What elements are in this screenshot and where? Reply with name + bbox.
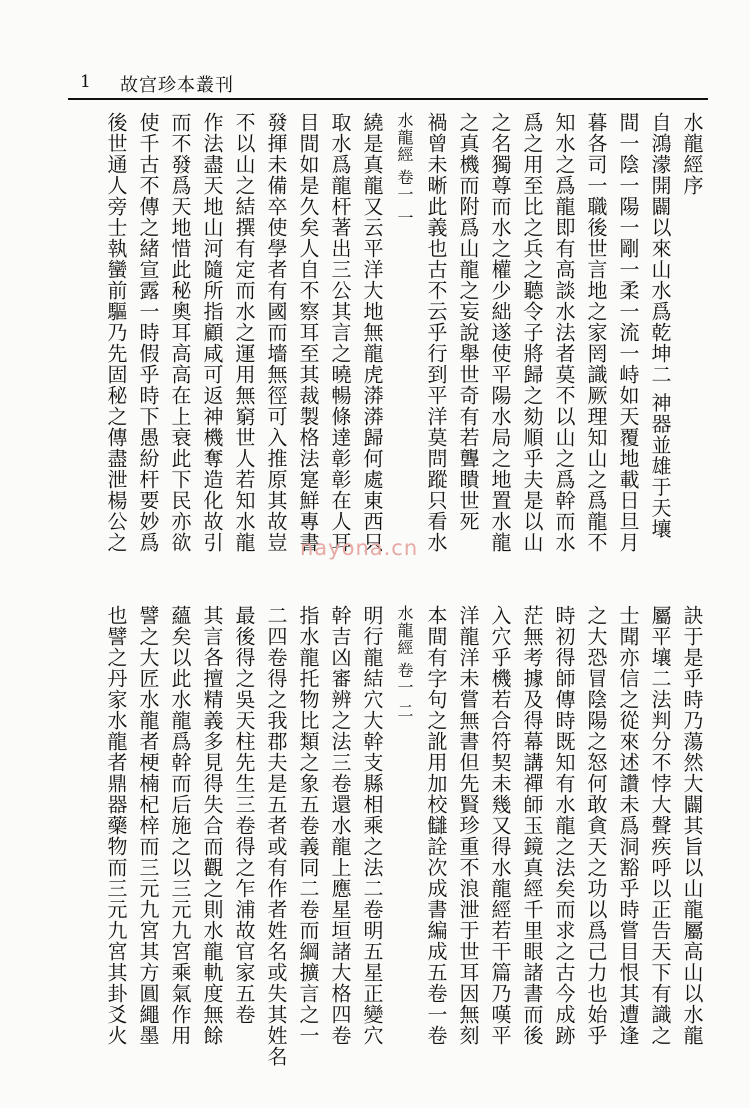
fold-label: 水龍經 卷一 二 [395,605,414,720]
text-column: 自鴻濛開闢以來山水爲乾坤二 神器並雄于天壤 [648,112,672,540]
text-column: 作法盡天地山河隨所指顧咸可返神機奪造化故引 [200,112,224,553]
header-rule [68,98,708,100]
text-column: 後世通人旁士執蠻前驅乃先固秘之傳盡泄楊公之 [104,112,128,553]
text-column: 士聞亦信之從來述讚未爲洞豁乎時嘗目恨其遭逢 [616,605,640,1046]
text-column: 也譬之丹家水龍者鼎器藥物而三元九宮其卦爻火 [104,605,128,1046]
text-column: 茫無考據及得幕講禪師玉鏡真經千里眼諸書而後 [520,605,544,1046]
fold-label: 水龍經 卷一 一 [395,112,414,227]
text-column: 而不發爲天地惜此秘奧耳高高在上衰此下民亦欲 [168,112,192,553]
text-column: 禍曾未晰此義也古不云乎行到平洋莫問蹤只看水 [424,112,448,553]
text-column: 之真機而附爲山龍之妄說舉世奇有若聾瞶世死 [456,112,480,532]
text-column: 蘊矣以此水龍爲幹而后施之以三元九宮乘氣作用 [168,605,192,1046]
text-column: 爲之用至比之兵之聽令子將歸之劾順乎夫是以山 [520,112,544,553]
text-column: 最後得之吳天柱先生三卷得之乍浦故官家五卷 [232,605,256,1025]
text-column: 間一陰一陽一剛一柔一流一峙如天覆地載日旦月 [616,112,640,553]
book-title: 故宫珍本叢刊 [120,75,234,96]
text-column: 其言各擅精義多見得失合而觀之則水龍軌度無餘 [200,605,224,1046]
text-column: 繞是真龍又云平洋大地無龍虎漭漭歸何處東西只 [360,112,384,553]
running-header [80,68,700,100]
bottom-text-block [100,605,708,1067]
text-column: 發揮未備卒使學者有國而墻無徑可入推原其故豈 [264,112,288,553]
text-column: 入穴乎機若合符契未幾又得水龍經若干篇乃嘆平 [488,605,512,1046]
page-number: 1 [80,72,91,92]
text-column: 明行龍結穴大幹支縣相乘之法二卷明五星正變穴 [360,605,384,1046]
text-column: 洋龍洋未嘗無書但先賢珍重不浪泄于世耳因無刻 [456,605,480,1046]
text-column: 水龍經序 [680,112,704,196]
text-column: 指水龍托物比類之象五卷義同二卷而綱擴言之一 [296,605,320,1046]
text-column: 不以山之結撰有定而水之運用無窮世人若知水龍 [232,112,256,553]
watermark: nayona.cn [300,536,419,560]
text-column: 二四卷得之我郡夫是五者或有作者姓名或失其姓名 [264,605,288,1067]
text-column: 幹吉凶審辨之法三卷還水龍上應星垣諸大格四卷 [328,605,352,1046]
text-column: 時初得師傳時既知有水龍之法矣而求之古今成跡 [552,605,576,1046]
text-column: 之名獨尊而水之權少絀遂使平陽水局之地置水龍 [488,112,512,553]
text-column: 暮各司一職後世言地之家罔識厥理知山之爲龍不 [584,112,608,553]
text-column: 取水爲龍杆著出三公其言之曉暢條達彰彰在人耳 [328,112,352,553]
text-column: 譬之大匠水龍者梗楠杞梓而三元九宮其方圓繩墨 [136,605,160,1046]
text-column: 訣于是乎時乃蕩然大闢其旨以山龍屬高山以水龍 [680,605,704,1046]
text-column: 本間有字句之訛用加校讎詮次成書編成五卷一卷 [424,605,448,1046]
text-column: 屬平壤二法判分不悖大聲疾呼以正告天下有識之 [648,605,672,1046]
text-column: 之大恐冒陰陽之怒何敢貪天之功以爲己力也始乎 [584,605,608,1046]
text-column: 知水之爲龍即有高談水法者莫不以山之爲幹而水 [552,112,576,553]
text-column: 使千古不傳之緒宣露一時假乎時下愚紛杆要妙爲 [136,112,160,553]
text-column: 目間如是久矣人自不察耳至其裁製格法寔鮮專書 [296,112,320,553]
